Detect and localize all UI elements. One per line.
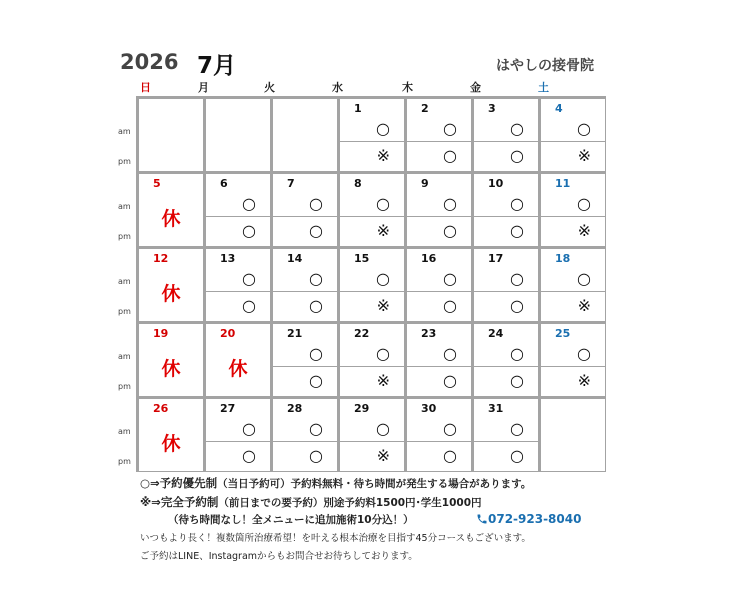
am-availability: ○ bbox=[242, 269, 256, 288]
pm-availability: ○ bbox=[309, 371, 323, 390]
day-number: 20 bbox=[220, 327, 236, 340]
pm-availability: ※ bbox=[577, 146, 591, 165]
calendar-cell-day-22 bbox=[340, 324, 404, 396]
day-number: 24 bbox=[488, 327, 504, 340]
pm-availability: ※ bbox=[376, 446, 390, 465]
day-number: 11 bbox=[555, 177, 571, 190]
calendar-cell-empty bbox=[139, 99, 203, 171]
calendar-cell-day-31 bbox=[474, 399, 538, 471]
day-number: 16 bbox=[421, 252, 437, 265]
pm-availability: ○ bbox=[443, 371, 457, 390]
day-number: 12 bbox=[153, 252, 169, 265]
calendar-year: 2026 bbox=[120, 50, 179, 74]
pm-availability: ※ bbox=[376, 296, 390, 315]
calendar-cell-day-12 bbox=[139, 249, 203, 321]
pm-availability: ※ bbox=[376, 146, 390, 165]
weekday-0: 日 bbox=[140, 81, 151, 94]
day-number: 17 bbox=[488, 252, 504, 265]
pm-availability: ○ bbox=[510, 146, 524, 165]
am-pm-divider bbox=[407, 141, 471, 142]
am-pm-divider bbox=[541, 216, 605, 217]
am-pm-divider bbox=[340, 141, 404, 142]
pm-availability: ○ bbox=[510, 296, 524, 315]
weekday-1: 月 bbox=[198, 81, 209, 94]
day-number: 28 bbox=[287, 402, 303, 415]
weekday-3: 水 bbox=[332, 81, 343, 94]
legend-kome bbox=[140, 494, 482, 510]
am-availability: ○ bbox=[443, 119, 457, 138]
am-availability: ○ bbox=[376, 119, 390, 138]
am-pm-divider bbox=[206, 291, 270, 292]
day-number: 9 bbox=[421, 177, 429, 190]
calendar-cell-empty bbox=[273, 99, 337, 171]
calendar-cell-day-3 bbox=[474, 99, 538, 171]
legend-kome-title: ※⇒完全予約制 bbox=[140, 495, 219, 509]
calendar-cell-day-6 bbox=[206, 174, 270, 246]
weekday-5: 金 bbox=[470, 81, 481, 94]
day-number: 29 bbox=[354, 402, 370, 415]
am-availability: ○ bbox=[510, 194, 524, 213]
am-pm-divider bbox=[206, 216, 270, 217]
am-label: am bbox=[118, 277, 131, 286]
am-pm-divider bbox=[474, 366, 538, 367]
am-pm-divider bbox=[541, 291, 605, 292]
calendar-grid bbox=[136, 96, 606, 472]
pm-label: pm bbox=[118, 157, 131, 166]
calendar-cell-day-17 bbox=[474, 249, 538, 321]
pm-availability: ○ bbox=[242, 296, 256, 315]
am-availability: ○ bbox=[510, 269, 524, 288]
pm-availability: ○ bbox=[309, 446, 323, 465]
calendar-cell-day-2 bbox=[407, 99, 471, 171]
legend-kome-desc: 別途予約料1500円･学生1000円 bbox=[323, 497, 482, 509]
day-number: 1 bbox=[354, 102, 362, 115]
day-number: 19 bbox=[153, 327, 169, 340]
weekday-2: 火 bbox=[264, 81, 275, 94]
day-number: 23 bbox=[421, 327, 437, 340]
day-number: 25 bbox=[555, 327, 571, 340]
am-pm-divider bbox=[273, 366, 337, 367]
pm-availability: ○ bbox=[309, 221, 323, 240]
am-availability: ○ bbox=[510, 344, 524, 363]
am-pm-divider bbox=[206, 441, 270, 442]
legend-circle bbox=[140, 475, 531, 491]
phone-icon bbox=[476, 513, 488, 525]
pm-availability: ○ bbox=[510, 446, 524, 465]
am-pm-divider bbox=[273, 216, 337, 217]
calendar-cell-day-30 bbox=[407, 399, 471, 471]
calendar-cell-day-28 bbox=[273, 399, 337, 471]
am-availability: ○ bbox=[376, 419, 390, 438]
am-availability: ○ bbox=[443, 269, 457, 288]
calendar-cell-day-18 bbox=[541, 249, 605, 321]
pm-availability: ※ bbox=[577, 296, 591, 315]
pm-availability: ○ bbox=[242, 221, 256, 240]
am-pm-divider bbox=[407, 291, 471, 292]
pm-label: pm bbox=[118, 307, 131, 316]
pm-availability: ※ bbox=[577, 221, 591, 240]
am-availability: ○ bbox=[577, 269, 591, 288]
day-number: 6 bbox=[220, 177, 228, 190]
day-number: 21 bbox=[287, 327, 303, 340]
am-availability: ○ bbox=[309, 344, 323, 363]
am-pm-divider bbox=[407, 441, 471, 442]
am-availability: ○ bbox=[577, 194, 591, 213]
calendar-cell-day-8 bbox=[340, 174, 404, 246]
am-pm-divider bbox=[541, 366, 605, 367]
day-number: 15 bbox=[354, 252, 370, 265]
calendar-cell-day-14 bbox=[273, 249, 337, 321]
am-availability: ○ bbox=[577, 119, 591, 138]
pm-availability: ○ bbox=[443, 446, 457, 465]
calendar-cell-day-5 bbox=[139, 174, 203, 246]
calendar-cell-day-20 bbox=[206, 324, 270, 396]
pm-label: pm bbox=[118, 232, 131, 241]
day-number: 5 bbox=[153, 177, 161, 190]
calendar-cell-day-7 bbox=[273, 174, 337, 246]
am-availability: ○ bbox=[376, 269, 390, 288]
calendar-cell-day-4 bbox=[541, 99, 605, 171]
calendar-cell-day-29 bbox=[340, 399, 404, 471]
am-availability: ○ bbox=[242, 194, 256, 213]
pm-availability: ○ bbox=[242, 446, 256, 465]
calendar-cell-day-27 bbox=[206, 399, 270, 471]
am-availability: ○ bbox=[309, 194, 323, 213]
day-number: 27 bbox=[220, 402, 236, 415]
calendar-cell-day-10 bbox=[474, 174, 538, 246]
am-pm-divider bbox=[474, 441, 538, 442]
am-pm-divider bbox=[273, 291, 337, 292]
day-number: 3 bbox=[488, 102, 496, 115]
pm-availability: ○ bbox=[443, 146, 457, 165]
day-number: 2 bbox=[421, 102, 429, 115]
pm-availability: ※ bbox=[376, 221, 390, 240]
am-pm-divider bbox=[474, 291, 538, 292]
am-availability: ○ bbox=[443, 344, 457, 363]
day-number: 14 bbox=[287, 252, 303, 265]
am-pm-divider bbox=[340, 291, 404, 292]
weekday-4: 木 bbox=[402, 81, 413, 94]
pm-availability: ※ bbox=[577, 371, 591, 390]
pm-label: pm bbox=[118, 382, 131, 391]
calendar-cell-empty bbox=[541, 399, 605, 471]
am-availability: ○ bbox=[443, 194, 457, 213]
am-pm-divider bbox=[273, 441, 337, 442]
am-availability: ○ bbox=[510, 119, 524, 138]
clinic-name: はやしの接骨院 bbox=[496, 58, 594, 74]
day-number: 31 bbox=[488, 402, 504, 415]
closed-mark: 休 bbox=[161, 283, 181, 305]
legend-kome-note: （待ち時間なし！全メニューに追加施術10分込！） bbox=[168, 514, 414, 526]
phone-number[interactable] bbox=[476, 512, 581, 526]
am-pm-divider bbox=[474, 141, 538, 142]
pm-availability: ○ bbox=[510, 221, 524, 240]
am-label: am bbox=[118, 427, 131, 436]
day-number: 26 bbox=[153, 402, 169, 415]
phone-number-text: 072-923-8040 bbox=[488, 512, 582, 526]
day-number: 22 bbox=[354, 327, 370, 340]
am-label: am bbox=[118, 127, 131, 136]
calendar-month: 7月 bbox=[197, 53, 237, 79]
calendar-cell-day-9 bbox=[407, 174, 471, 246]
am-availability: ○ bbox=[443, 419, 457, 438]
weekday-6: 土 bbox=[538, 81, 549, 94]
calendar-cell-day-16 bbox=[407, 249, 471, 321]
am-label: am bbox=[118, 352, 131, 361]
calendar-cell-empty bbox=[206, 99, 270, 171]
calendar-cell-day-1 bbox=[340, 99, 404, 171]
am-availability: ○ bbox=[376, 194, 390, 213]
pm-availability: ○ bbox=[443, 296, 457, 315]
pm-availability: ○ bbox=[443, 221, 457, 240]
am-pm-divider bbox=[407, 366, 471, 367]
am-availability: ○ bbox=[577, 344, 591, 363]
pm-label: pm bbox=[118, 457, 131, 466]
am-availability: ○ bbox=[242, 419, 256, 438]
calendar-cell-day-15 bbox=[340, 249, 404, 321]
calendar-cell-day-25 bbox=[541, 324, 605, 396]
closed-mark: 休 bbox=[161, 358, 181, 380]
legend-circle-sub: （当日予約可） bbox=[217, 478, 291, 490]
am-pm-divider bbox=[340, 441, 404, 442]
legend-circle-desc: 予約料無料・待ち時間が発生する場合があります。 bbox=[290, 478, 532, 490]
calendar-cell-day-23 bbox=[407, 324, 471, 396]
pm-availability: ○ bbox=[510, 371, 524, 390]
calendar-cell-day-19 bbox=[139, 324, 203, 396]
am-pm-divider bbox=[340, 216, 404, 217]
calendar-cell-day-26 bbox=[139, 399, 203, 471]
calendar-cell-day-24 bbox=[474, 324, 538, 396]
closed-mark: 休 bbox=[228, 358, 248, 380]
calendar-cell-day-11 bbox=[541, 174, 605, 246]
day-number: 13 bbox=[220, 252, 236, 265]
am-availability: ○ bbox=[309, 419, 323, 438]
am-pm-divider bbox=[407, 216, 471, 217]
legend-circle-title: ○⇒予約優先制 bbox=[140, 476, 218, 490]
calendar-cell-day-13 bbox=[206, 249, 270, 321]
day-number: 30 bbox=[421, 402, 437, 415]
day-number: 10 bbox=[488, 177, 504, 190]
calendar-cell-day-21 bbox=[273, 324, 337, 396]
closed-mark: 休 bbox=[161, 208, 181, 230]
am-availability: ○ bbox=[510, 419, 524, 438]
info-line-contact: ご予約はLINE、Instagramからもお問合せお待ちしております。 bbox=[140, 551, 418, 562]
am-availability: ○ bbox=[376, 344, 390, 363]
am-pm-divider bbox=[541, 141, 605, 142]
day-number: 8 bbox=[354, 177, 362, 190]
am-availability: ○ bbox=[309, 269, 323, 288]
info-line-course: いつもより長く！複数箇所治療希望！を叶える根本治療を目指す45分コースもございます。 bbox=[140, 533, 531, 544]
day-number: 18 bbox=[555, 252, 571, 265]
pm-availability: ※ bbox=[376, 371, 390, 390]
day-number: 4 bbox=[555, 102, 563, 115]
am-pm-divider bbox=[340, 366, 404, 367]
legend-kome-sub: （前日までの要予約） bbox=[218, 497, 324, 509]
day-number: 7 bbox=[287, 177, 295, 190]
am-label: am bbox=[118, 202, 131, 211]
pm-availability: ○ bbox=[309, 296, 323, 315]
am-pm-divider bbox=[474, 216, 538, 217]
closed-mark: 休 bbox=[161, 433, 181, 455]
